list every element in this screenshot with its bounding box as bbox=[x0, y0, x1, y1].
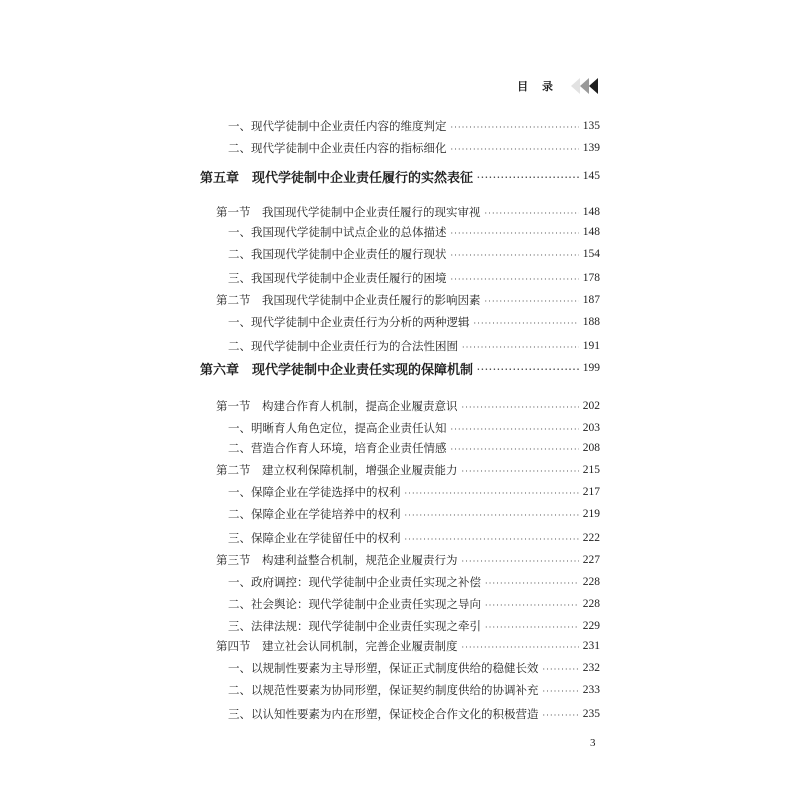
toc-entry-title: 一、保障企业在学徒选择中的权利 bbox=[228, 485, 401, 499]
toc-entry-title: 第三节 构建利益整合机制，规范企业履责行为 bbox=[216, 553, 458, 567]
triple-chevron-left-icon bbox=[570, 76, 600, 96]
toc-entry-title: 一、现代学徒制中企业责任行为分析的两种逻辑 bbox=[228, 315, 470, 329]
toc-item-row bbox=[200, 438, 600, 458]
toc-entry-page: 191 bbox=[582, 340, 600, 352]
dot-leader bbox=[485, 207, 579, 218]
toc-entry-page: 228 bbox=[582, 598, 600, 610]
toc-entry-page: 228 bbox=[582, 576, 600, 588]
toc-section-row bbox=[200, 396, 600, 416]
toc-item-row bbox=[200, 244, 600, 264]
toc-entry-page: 235 bbox=[582, 708, 600, 720]
toc-entry-title: 二、保障企业在学徒培养中的权利 bbox=[228, 507, 401, 521]
toc-section-row bbox=[200, 460, 600, 480]
dot-leader bbox=[477, 362, 579, 374]
toc-entry-title: 二、现代学徒制中企业责任内容的指标细化 bbox=[228, 141, 447, 155]
toc-entry-title: 第二节 建立权利保障机制，增强企业履责能力 bbox=[216, 463, 458, 477]
toc-item-row bbox=[200, 482, 600, 502]
toc-entry-page: 178 bbox=[582, 272, 600, 284]
header-title: 目 录 bbox=[517, 80, 558, 93]
toc-entry-page: 202 bbox=[582, 400, 600, 412]
toc-entry-title: 三、法律法规：现代学徒制中企业责任实现之牵引 bbox=[228, 619, 481, 633]
toc-section-row bbox=[200, 290, 600, 310]
toc-entry-page: 199 bbox=[582, 362, 600, 374]
toc-entry-title: 三、我国现代学徒制中企业责任履行的困境 bbox=[228, 271, 447, 285]
toc-item-row bbox=[200, 116, 600, 136]
page-number: 3 bbox=[590, 737, 596, 749]
toc-entry-page: 227 bbox=[582, 554, 600, 566]
toc-item-row bbox=[200, 658, 600, 678]
toc-item-row bbox=[200, 268, 600, 288]
toc-entry-title: 二、现代学徒制中企业责任行为的合法性困囿 bbox=[228, 339, 458, 353]
toc-entry-page: 203 bbox=[582, 422, 600, 434]
toc-entry-page: 148 bbox=[582, 206, 600, 218]
dot-leader bbox=[451, 273, 579, 284]
toc-entry-page: 208 bbox=[582, 442, 600, 454]
dot-leader bbox=[485, 621, 579, 632]
running-header bbox=[517, 76, 600, 96]
dot-leader bbox=[543, 709, 579, 720]
dot-leader bbox=[405, 509, 579, 520]
dot-leader bbox=[405, 487, 579, 498]
dot-leader bbox=[451, 121, 579, 132]
toc-item-row bbox=[200, 418, 600, 438]
toc-item-row bbox=[200, 680, 600, 700]
toc-entry-title: 第一节 构建合作育人机制，提高企业履责意识 bbox=[216, 399, 458, 413]
toc-entry-page: 188 bbox=[582, 316, 600, 328]
toc-entry-title: 二、社会舆论：现代学徒制中企业责任实现之导向 bbox=[228, 597, 481, 611]
toc-entry-title: 第五章 现代学徒制中企业责任履行的实然表征 bbox=[200, 170, 474, 186]
toc-entry-page: 154 bbox=[582, 248, 600, 260]
toc-item-row bbox=[200, 572, 600, 592]
toc-entry-title: 三、以认知性要素为内在形塑，保证校企合作文化的积极营造 bbox=[228, 707, 539, 721]
toc-entry-page: 148 bbox=[582, 226, 600, 238]
toc-section-row bbox=[200, 636, 600, 656]
toc-entry-page: 187 bbox=[582, 294, 600, 306]
dot-leader bbox=[405, 533, 579, 544]
toc-section-row bbox=[200, 550, 600, 570]
toc-entry-title: 一、明晰育人角色定位，提高企业责任认知 bbox=[228, 421, 447, 435]
toc-item-row bbox=[200, 594, 600, 614]
dot-leader bbox=[485, 295, 579, 306]
toc-item-row bbox=[200, 312, 600, 332]
toc-entry-page: 215 bbox=[582, 464, 600, 476]
toc-entry-page: 139 bbox=[582, 142, 600, 154]
dot-leader bbox=[462, 465, 579, 476]
toc-item-row bbox=[200, 704, 600, 724]
toc-entry-page: 232 bbox=[582, 662, 600, 674]
toc-entry-page: 145 bbox=[582, 170, 600, 182]
dot-leader bbox=[462, 401, 579, 412]
toc-entry-title: 第四节 建立社会认同机制，完善企业履责制度 bbox=[216, 639, 458, 653]
toc-entry-page: 135 bbox=[582, 120, 600, 132]
toc-entry-title: 三、保障企业在学徒留任中的权利 bbox=[228, 531, 401, 545]
dot-leader bbox=[543, 685, 579, 696]
toc-entry-title: 一、我国现代学徒制中试点企业的总体描述 bbox=[228, 225, 447, 239]
dot-leader bbox=[477, 170, 579, 182]
dot-leader bbox=[462, 641, 579, 652]
dot-leader bbox=[462, 341, 579, 352]
toc-entry-page: 222 bbox=[582, 532, 600, 544]
dot-leader bbox=[474, 317, 579, 328]
toc-item-row bbox=[200, 336, 600, 356]
toc-item-row bbox=[200, 138, 600, 158]
toc-entry-page: 233 bbox=[582, 684, 600, 696]
toc-entry-title: 一、以规制性要素为主导形塑，保证正式制度供给的稳健长效 bbox=[228, 661, 539, 675]
dot-leader bbox=[451, 423, 579, 434]
toc-entry-title: 二、营造合作育人环境，培育企业责任情感 bbox=[228, 441, 447, 455]
toc-section-row bbox=[200, 202, 600, 222]
toc-item-row bbox=[200, 222, 600, 242]
dot-leader bbox=[485, 577, 579, 588]
dot-leader bbox=[451, 443, 579, 454]
toc-entry-title: 二、我国现代学徒制中企业责任的履行现状 bbox=[228, 247, 447, 261]
toc-entry-title: 第一节 我国现代学徒制中企业责任履行的现实审视 bbox=[216, 205, 481, 219]
toc-item-row bbox=[200, 504, 600, 524]
dot-leader bbox=[451, 143, 579, 154]
toc-item-row bbox=[200, 528, 600, 548]
toc-entry-page: 219 bbox=[582, 508, 600, 520]
dot-leader bbox=[543, 663, 579, 674]
toc-entry-title: 第二节 我国现代学徒制中企业责任履行的影响因素 bbox=[216, 293, 481, 307]
toc-entry-title: 二、以规范性要素为协同形塑，保证契约制度供给的协调补充 bbox=[228, 683, 539, 697]
dot-leader bbox=[451, 227, 579, 238]
toc-entry-title: 一、政府调控：现代学徒制中企业责任实现之补偿 bbox=[228, 575, 481, 589]
toc-entry-title: 第六章 现代学徒制中企业责任实现的保障机制 bbox=[200, 362, 474, 378]
toc-item-row bbox=[200, 616, 600, 636]
toc-entry-page: 229 bbox=[582, 620, 600, 632]
toc-entry-title: 一、现代学徒制中企业责任内容的维度判定 bbox=[228, 119, 447, 133]
dot-leader bbox=[462, 555, 579, 566]
dot-leader bbox=[485, 599, 579, 610]
toc-chapter-row bbox=[200, 166, 600, 186]
toc-chapter-row bbox=[200, 358, 600, 378]
dot-leader bbox=[451, 249, 579, 260]
toc-entry-page: 231 bbox=[582, 640, 600, 652]
toc-entry-page: 217 bbox=[582, 486, 600, 498]
